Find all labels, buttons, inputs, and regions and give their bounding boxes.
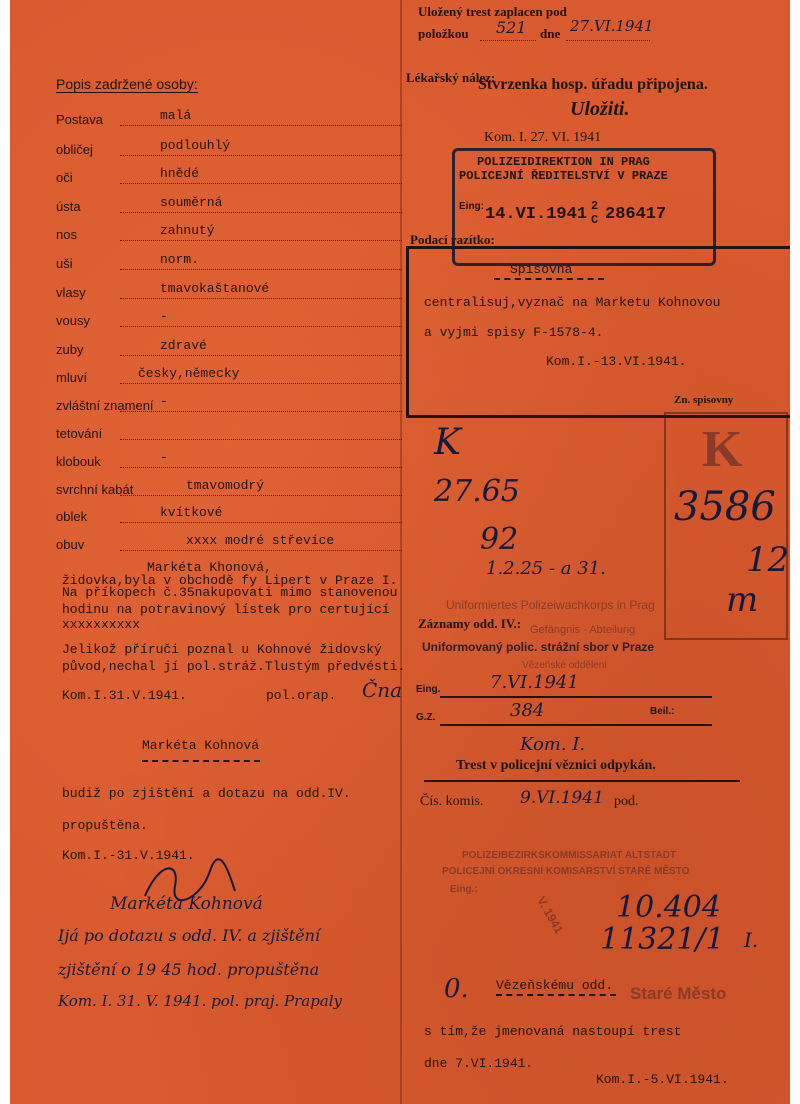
report-line-2: Na příkopech č.35nakupovati mimo stanovenou: [62, 585, 398, 600]
item-date: 27.VI.1941: [570, 17, 654, 35]
nastoupi-line: s tím,že jmenovaná nastoupí trest: [424, 1024, 682, 1039]
eing-date: 7.VI.1941: [490, 672, 579, 693]
medical-label: Lékařský nález:: [406, 70, 496, 85]
k-box-letter: K: [702, 421, 743, 478]
uniform-line-2: Gefängnis - Abteilung: [530, 624, 636, 636]
field-value: -: [160, 309, 168, 324]
field-value: zdravé: [160, 338, 207, 353]
zn-spisovny-label: Zn. spisovny: [674, 394, 734, 406]
zaznamy-label: Záznamy odd. IV.:: [418, 616, 522, 631]
trest-label: Trest v policejní věznici odpykán.: [456, 758, 656, 773]
decision-name: Markéta Kohnová: [142, 738, 260, 753]
field-dotted-line: [120, 439, 402, 440]
report-line-name: Markéta Khonová,: [147, 560, 272, 575]
fold-line: [400, 0, 402, 1104]
field-dotted-line: [120, 467, 402, 468]
stamp2-date: V. 1941: [534, 894, 567, 936]
field-dotted-line: [120, 269, 402, 270]
field-label: oči: [56, 170, 73, 185]
report-sign: Kom.I.31.V.1941.: [62, 688, 187, 703]
final-sign: Kom.I.-5.VI.1941.: [596, 1072, 729, 1087]
field-dotted-line: [120, 240, 402, 241]
stare-mesto-stamp: Staré Město: [630, 984, 727, 1003]
field-value: norm.: [160, 252, 200, 267]
field-label: oblek: [56, 509, 88, 524]
field-value: zahnutý: [160, 223, 215, 238]
handwritten-line-1: Ijá po dotazu s odd. IV. a zjištění: [58, 926, 321, 945]
report-line-4: xxxxxxxxxx: [62, 617, 141, 632]
field-dotted-line: [120, 125, 402, 126]
field-label: zuby: [56, 342, 84, 357]
field-value: česky,německy: [138, 366, 240, 381]
field-value: -: [160, 394, 168, 409]
nastoupi-date: dne 7.VI.1941.: [424, 1056, 534, 1071]
field-dotted-line: [120, 522, 402, 523]
decision-sign: Kom.I.-31.V.1941.: [62, 848, 195, 863]
hand-note: 1.2.25 - a 31.: [486, 558, 606, 579]
stamp1-date: 14.VI.1941: [485, 205, 588, 224]
signature-scribble: [140, 856, 240, 906]
fine-label: Uložený trest zaplacen pod: [418, 4, 567, 19]
field-value: xxxx modré střevíce: [186, 533, 335, 548]
hand-3586: 3586: [674, 484, 776, 530]
field-label: ústa: [56, 199, 81, 214]
report-line-1: židovka,byla v obchodě fy Lipert v Praze I.: [62, 573, 398, 588]
field-label: obuv: [56, 537, 85, 552]
field-dotted-line: [120, 298, 402, 299]
decision-underline: [142, 760, 260, 762]
gz-label: G.Z.: [416, 712, 436, 723]
ulozit-sign: Kom. I. 27. VI. 1941: [484, 130, 602, 145]
hand-m: m: [726, 580, 759, 620]
handwritten-name: Markéta Kohnová: [110, 894, 263, 914]
field-dotted-line: [120, 550, 402, 551]
field-label: obličej: [56, 142, 93, 157]
podaci-label: Podací razítko:: [410, 232, 495, 247]
stamp1-eing: Eing:: [459, 201, 484, 212]
vezenskemu-underline: [496, 994, 616, 996]
medical-text: Stvrzenka hosp. úřadu připojena.: [478, 76, 708, 93]
spisovna-label: Spisovna: [510, 262, 573, 277]
spis-sign: Kom.I.-13.VI.1941.: [546, 354, 687, 369]
decision-line-2: propuštěna.: [62, 818, 148, 833]
report-officer: pol.orap.: [266, 688, 337, 703]
field-value: kvítkové: [160, 505, 223, 520]
field-value: malá: [160, 108, 192, 123]
field-label: vlasy: [56, 285, 86, 300]
item-date-label: dne: [540, 26, 561, 41]
stamp2-eing: Eing.:: [450, 884, 478, 895]
description-heading: Popis zadržené osoby:: [56, 76, 198, 92]
stamp2-line1: POLIZEIBEZIRKSKOMMISSARIAT ALTSTADT: [462, 850, 677, 861]
gz-rule: [440, 724, 712, 726]
beil-label: Beil.:: [650, 706, 675, 717]
field-value: hnědé: [160, 166, 200, 181]
stamp1-line2: POLICEJNÍ ŘEDITELSTVÍ V PRAZE: [459, 169, 668, 183]
field-value: tmavomodrý: [186, 478, 265, 493]
stamp1-number: 286417: [605, 205, 667, 224]
field-dotted-line: [120, 326, 402, 327]
report-line-3: hodinu na potravinový lístek pro certující: [62, 602, 390, 617]
stamp1-prefix2: C: [591, 213, 599, 227]
field-label: nos: [56, 227, 77, 242]
stamp2-line2: POLICEJNÍ OKRESNÍ KOMISARSTVÍ STARÉ MĚSTO: [442, 866, 690, 877]
komis-label: Čís. komis.: [420, 794, 484, 809]
trest-rule: [424, 780, 740, 782]
field-label: vousy: [56, 313, 90, 328]
report-line-6: původ,nechal jí pol.stráž.Tlustým předvésti.: [62, 659, 406, 674]
report-officer-signature: Čna: [362, 678, 403, 702]
kom-handwritten: Kom. I.: [520, 734, 586, 755]
item-underline: [480, 40, 536, 41]
item-label: položkou: [418, 26, 469, 41]
field-dotted-line: [120, 495, 402, 496]
komis-pod: pod.: [614, 794, 639, 809]
spis-line-2: a vyjmi spisy F-1578-4.: [424, 325, 604, 340]
field-label: tetování: [56, 426, 103, 441]
stamp1-line1: POLIZEIDIREKTION IN PRAG: [477, 155, 650, 169]
hand-12: 12: [746, 540, 790, 580]
uniform-line-4: Vězeňské oddělení: [522, 660, 608, 671]
hand-2765: 27.65: [434, 474, 520, 509]
document-sheet: [10, 0, 790, 1104]
field-dotted-line: [120, 183, 402, 184]
field-label: svrchní kabát: [56, 482, 134, 497]
ulozit-label: Uložiti.: [570, 98, 630, 120]
item-number: 521: [496, 18, 527, 37]
field-value: souměrná: [160, 195, 223, 210]
field-value: podlouhlý: [160, 138, 231, 153]
number-11321: 11321/1: [600, 922, 725, 957]
field-dotted-line: [120, 411, 402, 412]
handwritten-line-2: zjištění o 19 45 hod. propuštěna: [58, 960, 320, 979]
komis-date: 9.VI.1941: [520, 788, 604, 808]
field-dotted-line: [120, 355, 402, 356]
eing-label: Eing.: [416, 684, 441, 695]
field-dotted-line: [120, 155, 402, 156]
field-label: klobouk: [56, 454, 101, 469]
number-suffix: I.: [744, 928, 759, 952]
field-label: Postava: [56, 112, 103, 127]
decision-line-1: budiž po zjištění a dotazu na odd.IV.: [62, 786, 351, 801]
hand-92: 92: [480, 522, 519, 557]
spisovna-underline: [494, 278, 604, 280]
field-value: -: [160, 450, 168, 465]
report-line-5: Jelikož příruči poznal u Kohnové židovský: [62, 642, 382, 657]
uniform-line-1: Uniformiertes Polizeiwachkorps in Prag: [446, 598, 655, 612]
field-label: uši: [56, 256, 73, 271]
number-10404: 10.404: [616, 890, 721, 925]
gz-value: 384: [510, 700, 545, 721]
hand-k: K: [434, 422, 461, 463]
vezenskemu-label: Vězeňskému odd.: [496, 978, 614, 993]
eing-rule: [440, 696, 712, 698]
date-underline: [566, 40, 650, 41]
zero-mark: 0.: [444, 974, 469, 1004]
field-value: tmavokaštanové: [160, 281, 270, 296]
field-label: mluví: [56, 370, 88, 385]
field-dotted-line: [120, 212, 402, 213]
stamp1-prefix: 2: [591, 199, 599, 213]
uniform-line-3: Uniformovaný polic. strážní sbor v Praze: [422, 640, 655, 654]
spis-line-1: centralisuj,vyznač na Marketu Kohnovou: [424, 295, 721, 310]
handwritten-line-3: Kom. I. 31. V. 1941. pol. praj. Prapaly: [58, 992, 343, 1010]
field-label: zvláštní znamení: [56, 398, 154, 413]
field-dotted-line: [120, 383, 402, 384]
